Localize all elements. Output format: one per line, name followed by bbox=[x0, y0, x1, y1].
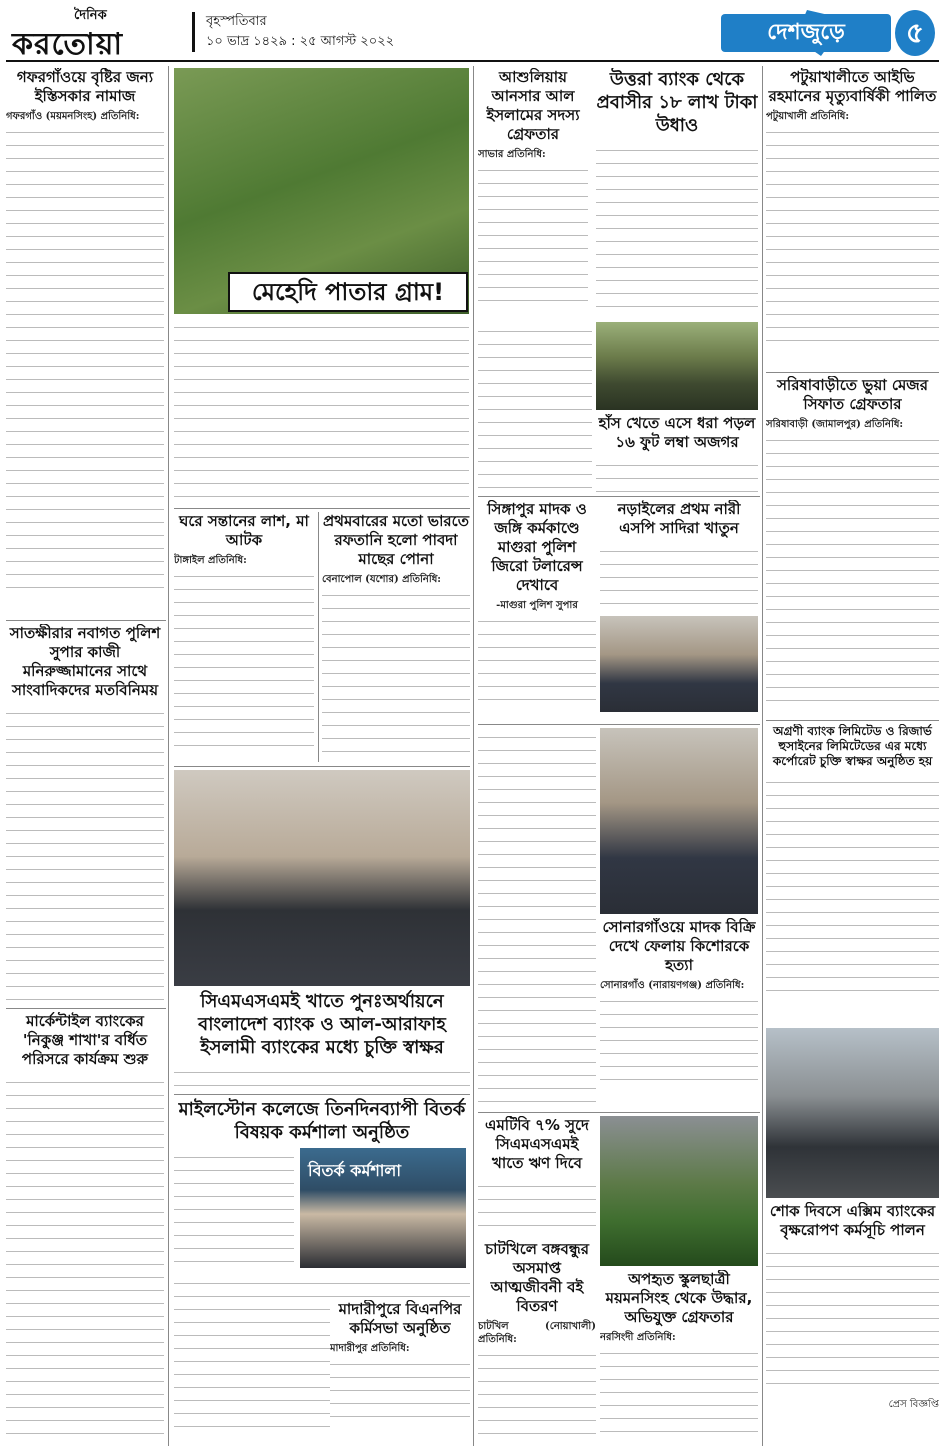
column-rule bbox=[318, 512, 319, 762]
body-text bbox=[6, 123, 164, 593]
story-rule bbox=[766, 372, 939, 373]
dateline: মাদারীপুর প্রতিনিধি: bbox=[330, 1343, 410, 1354]
story-agrani-agreement bbox=[766, 724, 939, 1024]
byline: -মাগুরা পুলিশ সুপার bbox=[496, 600, 578, 611]
dateline: টাঙ্গাইল প্রতিনিধি: bbox=[174, 555, 247, 566]
masthead-divider bbox=[192, 12, 195, 52]
dateline: নরসিংদী প্রতিনিধি: bbox=[600, 1332, 676, 1343]
body-text bbox=[6, 1073, 164, 1443]
dateline: পটুয়াখালী প্রতিনিধি: bbox=[766, 111, 850, 122]
body-text bbox=[478, 1346, 596, 1436]
body-text bbox=[478, 1177, 596, 1236]
story-henna-village bbox=[174, 318, 469, 504]
story-rule bbox=[478, 1112, 760, 1113]
debate-workshop-photo bbox=[300, 1148, 466, 1268]
story-rule bbox=[174, 1094, 470, 1095]
story-magura-police bbox=[478, 500, 596, 720]
narail-sp-photo bbox=[600, 616, 758, 712]
story-magura-cont bbox=[478, 728, 596, 1108]
story-ashulia-cont bbox=[478, 322, 592, 492]
story-narail-sp bbox=[600, 500, 758, 720]
body-text bbox=[478, 161, 588, 311]
body-text bbox=[174, 567, 314, 757]
newspaper-logo bbox=[12, 6, 182, 62]
story-rule bbox=[478, 724, 760, 725]
body-text bbox=[174, 318, 469, 504]
banner-text: বিতর্ক কর্মশালা bbox=[308, 1161, 401, 1180]
story-pabda-export bbox=[322, 512, 470, 762]
headline: এমটিবি ৭% সুদে সিএমএসএমই খাতে ঋণ দিবে bbox=[485, 1116, 589, 1172]
body-text bbox=[596, 141, 758, 311]
story-rule bbox=[174, 766, 470, 767]
story-ashulia-arrest bbox=[478, 68, 588, 318]
body-text bbox=[174, 1148, 294, 1268]
column-rule bbox=[168, 66, 169, 1446]
body-text bbox=[600, 542, 758, 612]
dateline: চাটখিল (নোয়াখালী) প্রতিনিধি: bbox=[478, 1321, 596, 1345]
column-rule bbox=[473, 66, 474, 1446]
masthead bbox=[6, 4, 939, 62]
headline: মেহেদি পাতার গ্রাম! bbox=[251, 278, 445, 306]
dateline: গফরগাঁও (ময়মনসিংহ) প্রতিনিধি: bbox=[6, 111, 140, 122]
headline: পটুয়াখালীতে আইভি রহমানের মৃত্যুবার্ষিকী পালিত bbox=[768, 68, 937, 105]
story-mercantile-bank bbox=[6, 1012, 164, 1446]
body-text bbox=[6, 704, 164, 1004]
column-rule bbox=[762, 66, 763, 1446]
dateline: সরিষাবাড়ী (জামালপুর) প্রতিনিধি: bbox=[766, 419, 904, 430]
headline: সোনারগাঁওয়ে মাদক বিক্রি দেখে ফেলায় কিশোরকে হত্যা bbox=[602, 918, 756, 974]
python-snake-photo bbox=[596, 322, 758, 410]
story-sonargaon-murder bbox=[600, 918, 758, 1108]
body-text bbox=[174, 1063, 470, 1090]
mujib-corner-garden-photo bbox=[600, 1116, 758, 1266]
headline: হাঁস খেতে এসে ধরা পড়ল ১৬ ফুট লম্বা অজগর bbox=[598, 414, 756, 451]
story-cmsme-agreement bbox=[174, 990, 470, 1090]
body-text bbox=[600, 992, 758, 1082]
headline: মাইলস্টোন কলেজে তিনদিনব্যাপী বিতর্ক বিষয়ক কর্মশালা অনুষ্ঠিত bbox=[178, 1099, 466, 1143]
body-text bbox=[600, 1344, 758, 1434]
body-text bbox=[596, 456, 758, 492]
headline: শোক দিবসে এক্সিম ব্যাংকের বৃক্ষরোপণ কর্মসূচি পালন bbox=[769, 1202, 936, 1239]
date-label: ১০ ভাদ্র ১৪২৯ : ২৫ আগস্ট ২০২২ bbox=[206, 34, 395, 49]
press-credit: প্রেস বিজ্ঞপ্তি bbox=[888, 1399, 939, 1410]
section-title: দেশজুড়ে bbox=[721, 14, 891, 52]
henna-headline-box bbox=[228, 272, 468, 312]
dateline: সাভার প্রতিনিধি: bbox=[478, 149, 546, 160]
bank-meeting-photo bbox=[600, 728, 758, 914]
story-rule bbox=[6, 620, 166, 621]
bank-agreement-photo bbox=[174, 770, 470, 986]
body-text bbox=[478, 322, 592, 492]
story-rule bbox=[478, 496, 760, 497]
day-label: বৃহস্পতিবার bbox=[206, 14, 267, 29]
masthead-dateline bbox=[206, 12, 394, 52]
story-fake-major bbox=[766, 376, 939, 716]
story-satkhira-sp bbox=[6, 624, 164, 1004]
headline: ঘরে সন্তানের লাশ, মা আটক bbox=[179, 512, 309, 549]
story-ivy-rahman bbox=[766, 68, 939, 368]
body-text bbox=[322, 586, 470, 756]
headline: আশুলিয়ায় আনসার আল ইসলামের সদস্য গ্রেফতার bbox=[486, 68, 580, 143]
story-exim-plantation bbox=[766, 1202, 939, 1446]
story-rule bbox=[766, 720, 939, 721]
body-text bbox=[330, 1355, 470, 1425]
story-python bbox=[596, 414, 758, 492]
body-text bbox=[766, 1244, 939, 1394]
story-rule bbox=[6, 1008, 166, 1009]
story-abducted-student bbox=[600, 1270, 758, 1446]
dateline: বেনাপোল (যশোর) প্রতিনিধি: bbox=[322, 574, 441, 585]
body-text bbox=[478, 728, 596, 1108]
headline: মার্কেন্টাইল ব্যাংকের 'নিকুঞ্জ শাখা'র বর্ধিত পরিসরে কার্যক্রম শুরু bbox=[21, 1012, 149, 1068]
headline: সিএমএসএমই খাতে পুনঃঅর্থায়নে বাংলাদেশ ব্যাংক ও আল-আরাফাহ ইসলামী ব্যাংকের মধ্যে চুক্তি স্বাক্ষর bbox=[198, 991, 446, 1058]
story-uttara-bank bbox=[596, 68, 758, 318]
story-madaripur-bnp bbox=[330, 1300, 470, 1446]
logo-big-text: করতোয়া bbox=[12, 27, 124, 62]
story-child-body bbox=[174, 512, 314, 762]
headline: সিঙ্গাপুর মাদক ও জঙ্গি কর্মকাণ্ডে মাগুরা পুলিশ জিরো টলারেন্স দেখাবে bbox=[487, 500, 587, 594]
body-text bbox=[766, 773, 939, 1003]
headline: অপহৃত স্কুলছাত্রী ময়মনসিংহ থেকে উদ্ধার, অভিযুক্ত গ্রেফতার bbox=[605, 1270, 753, 1326]
headline: গফরগাঁওয়ে বৃষ্টির জন্য ইস্তিসকার নামাজ bbox=[16, 68, 154, 105]
story-gafargaon-prayer bbox=[6, 68, 164, 616]
headline: সাতক্ষীরার নবাগত পুলিশ সুপার কাজী মনিরুজ্জামানের সাথে সাংবাদিকদের মতবিনিময় bbox=[9, 624, 161, 699]
story-rule bbox=[174, 508, 470, 509]
headline: সরিষাবাড়ীতে ভুয়া মেজর সিফাত গ্রেফতার bbox=[777, 376, 928, 413]
body-text bbox=[478, 612, 596, 712]
page-number: ৫ bbox=[895, 10, 935, 56]
headline: উত্তরা ব্যাংক থেকে প্রবাসীর ১৮ লাখ টাকা উধাও bbox=[596, 69, 758, 136]
logo-small-text: দৈনিক bbox=[74, 8, 107, 23]
story-mtb-loan bbox=[478, 1116, 596, 1236]
story-chatkhil-books bbox=[478, 1240, 596, 1446]
headline: প্রথমবারের মতো ভারতে রফতানি হলো পাবদা মাছের পোনা bbox=[323, 512, 469, 568]
body-text bbox=[766, 123, 939, 343]
dateline: সোনারগাঁও (নারায়ণগঞ্জ) প্রতিনিধি: bbox=[600, 980, 745, 991]
headline: চাটখিলে বঙ্গবন্ধুর অসমাপ্ত আত্মজীবনী বই বিতরণ bbox=[485, 1240, 589, 1315]
headline: অগ্রণী ব্যাংক লিমিটেড ও রিজার্ভ হুসাইনের লিমিটেডের এর মধ্যে কর্পোরেট চুক্তি স্বাক্ষর অনুষ্ঠিত হয় bbox=[772, 724, 933, 768]
body-text bbox=[766, 431, 939, 701]
headline: নড়াইলের প্রথম নারী এসপি সাদিরা খাতুন bbox=[617, 500, 741, 537]
tree-plantation-photo bbox=[766, 1028, 939, 1198]
headline: মাদারীপুরে বিএনপির কর্মিসভা অনুষ্ঠিত bbox=[338, 1300, 462, 1337]
